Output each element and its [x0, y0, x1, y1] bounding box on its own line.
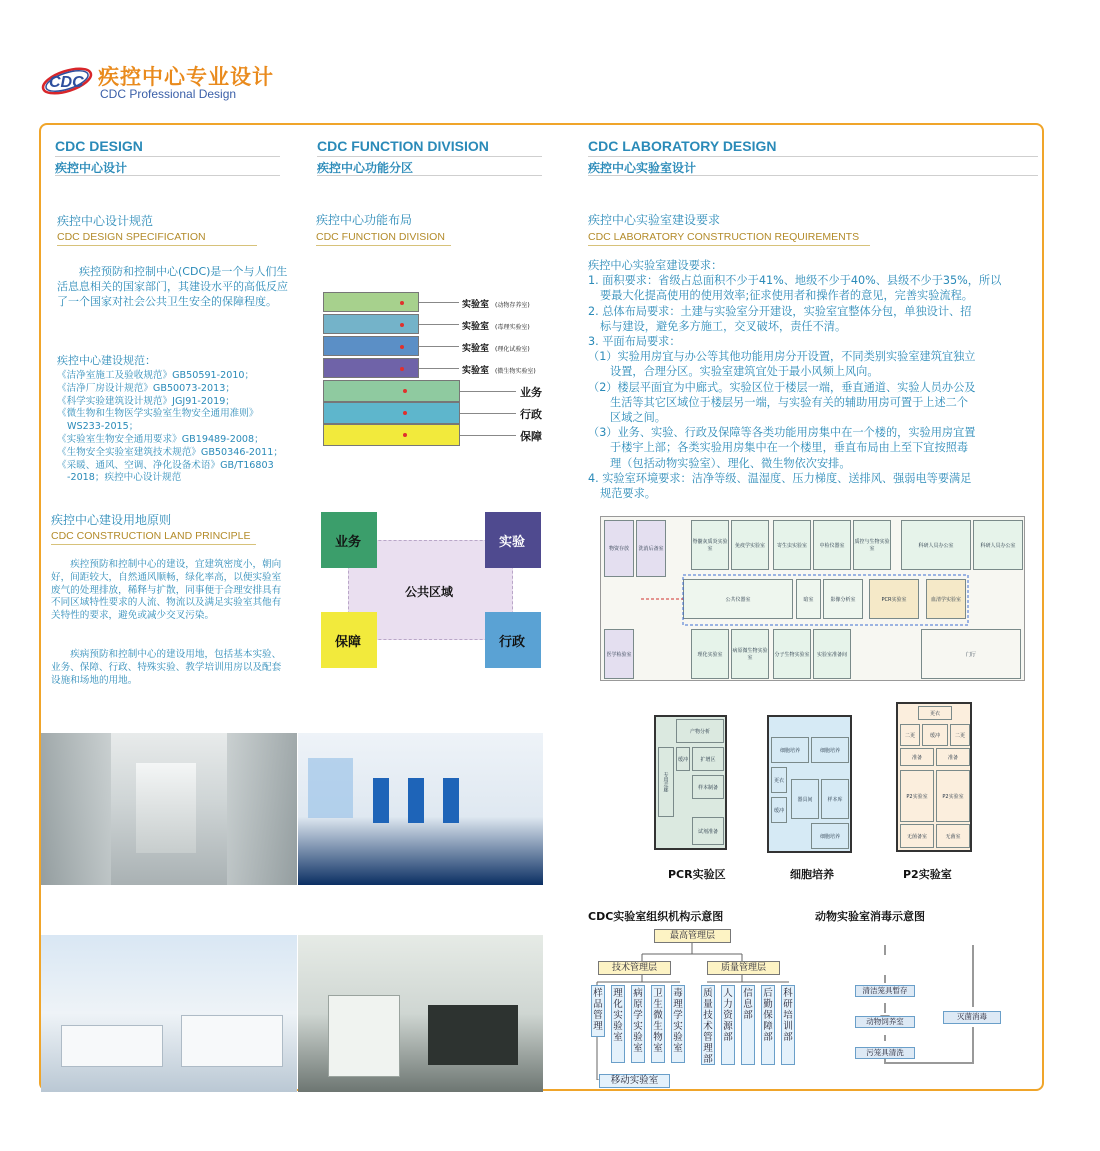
design-spec-rule — [57, 245, 257, 246]
norm-item: 《实验室生物安全通用要求》GB19489-2008； — [57, 433, 264, 445]
norm-item: 《科学实验建筑设计规范》JGJ91-2019； — [57, 395, 235, 407]
land-principle-paragraph-1: 疾控预防和控制中心的建设，宜建筑密度小，朝向好，间距较大，自然通风顺畅，绿化率高，以便实验室废气的处理排放，稀释与扩散，同事便于合理安排具有不同区域特性要求的人流、物流以及满足实验室其他有关特性的要求，避免或减少交叉污染。 — [51, 559, 282, 622]
org-quality-management: 质量管理层 — [707, 961, 780, 975]
fp-room: 门厅 — [921, 629, 1021, 679]
fp-room: 无菌室 — [936, 824, 970, 848]
req-line: （3）业务、实验、行政及保障等各类功能用房集中在一个楼的，实验用房宜置 — [588, 426, 976, 440]
fp-room: 二更 — [950, 724, 970, 746]
land-principle-heading-en: CDC CONSTRUCTION LAND PRINCIPLE — [51, 530, 251, 542]
req-line: 疾控中心实验室建设要求： — [588, 259, 723, 272]
function-bar-toxicology — [323, 314, 419, 334]
fp-room: 器具间 — [791, 779, 819, 819]
fp-room: 物资存放 — [604, 520, 634, 577]
fp-room: 科研人员办公室 — [901, 520, 971, 570]
fp-room: 缓冲 — [771, 797, 787, 823]
fp-room: 样本制备 — [692, 775, 724, 799]
land-principle-rule — [51, 544, 256, 545]
norm-item: 《洁净室施工及验收规范》GB50591-2010； — [57, 370, 255, 381]
function-bar-physchem — [323, 336, 419, 356]
function-label-microbio: 实验室 (微生物实验室) — [462, 366, 536, 376]
zone-business-label: 业务 — [335, 535, 362, 550]
col3-divider — [588, 156, 1038, 157]
fp-room: 准备 — [900, 748, 934, 766]
norms-list — [57, 370, 302, 485]
disinfection-title: 动物实验室消毒示意图 — [815, 910, 925, 923]
exhibition-hall-photo — [298, 733, 543, 885]
col3-divider-2 — [588, 175, 1038, 176]
leader-line — [419, 324, 459, 325]
org-unit: 后勤保障部 — [761, 985, 775, 1065]
col2-divider — [317, 156, 542, 157]
req-line: 设置，合理分区。实验室建筑宜处于最小风频上风向。 — [610, 365, 879, 379]
disinfect-step: 动物饲养室 — [855, 1016, 915, 1028]
design-spec-heading-en: CDC DESIGN SPECIFICATION — [57, 231, 206, 243]
org-unit: 科研培训部 — [781, 985, 795, 1065]
org-unit: 信息部 — [741, 985, 755, 1065]
p2-plan — [896, 702, 972, 852]
function-label-support: 保障 — [520, 430, 542, 443]
org-tech-management: 技术管理层 — [598, 961, 671, 975]
cdc-intro-paragraph: 疾控预防和控制中心(CDC)是一个与人们生活息息相关的国家部门，其建设水平的高低反应了一个国家对社会公共卫生安全的保障程度。 — [57, 265, 288, 308]
design-spec-heading: 疾控中心设计规范 — [57, 214, 154, 228]
zone-support — [321, 612, 377, 668]
col3-title-cn: 疾控中心实验室设计 — [588, 161, 697, 175]
fp-room: 缓冲 — [922, 724, 948, 746]
col2-divider-2 — [317, 175, 542, 176]
function-label-admin: 行政 — [520, 408, 542, 421]
caption-pcr: PCR实验区 — [668, 868, 726, 881]
zone-support-label: 保障 — [335, 635, 362, 650]
function-label-toxicology: 实验室 (毒理实验室) — [462, 322, 530, 332]
zone-lab — [485, 512, 541, 568]
fp-room: 产物分析 — [676, 719, 724, 743]
logo-text: CDC — [49, 74, 84, 91]
land-principle-heading: 疾控中心建设用地原则 — [51, 513, 172, 527]
norm-item: 《微生物和生物医学实验室生物安全通用准则》 — [57, 408, 259, 420]
req-line: 区域之间。 — [610, 411, 666, 425]
col1-divider-2 — [55, 175, 280, 176]
fp-room: 更衣 — [918, 706, 952, 720]
function-layout-heading: 疾控中心功能布局 — [316, 213, 413, 227]
page-subtitle: CDC Professional Design — [100, 87, 237, 101]
fp-room: 缓冲 — [676, 747, 690, 771]
fp-room: 分子生物实验室 — [773, 629, 811, 679]
col2-title-en: CDC FUNCTION DIVISION — [317, 138, 489, 154]
org-unit: 病原学实验室 — [631, 985, 645, 1063]
function-bar-support — [323, 424, 460, 446]
norms-title: 疾控中心建设规范： — [57, 354, 156, 367]
col3-title-en: CDC LABORATORY DESIGN — [588, 138, 777, 154]
fp-room: 科研人员办公室 — [973, 520, 1023, 570]
leader-line — [460, 391, 516, 392]
org-unit: 人力资源部 — [721, 985, 735, 1065]
fp-room: 实验室准备间 — [813, 629, 851, 679]
floor-plan-circulation — [601, 517, 1026, 682]
fp-room: 中检仪器室 — [813, 520, 851, 570]
zone-admin — [485, 612, 541, 668]
req-line: 标与建设，避免多方施工，交叉破坏，责任不清。 — [600, 319, 847, 333]
fp-room: 更衣 — [771, 767, 787, 793]
org-mobile-lab: 移动实验室 — [599, 1074, 670, 1088]
norm-item: WS233-2015； — [67, 421, 139, 433]
fp-room: 专用走廊 — [658, 747, 674, 817]
zone-lab-label: 实验 — [499, 535, 526, 550]
function-label-physchem: 实验室 (理化试验室) — [462, 344, 530, 354]
col1-title-cn: 疾控中心设计 — [55, 161, 128, 175]
fp-room: 无菌备室 — [900, 824, 934, 848]
fp-room: 质控与生物实验室 — [853, 520, 891, 570]
fp-room: 细胞培养 — [811, 823, 849, 849]
leader-line — [460, 435, 516, 436]
function-label-business: 业务 — [520, 386, 542, 399]
floor-plan — [600, 516, 1025, 681]
zone-admin-label: 行政 — [499, 635, 526, 650]
req-line: 要最大化提高使用的使用效率;征求使用者和操作者的意见，完善实验流程。 — [600, 289, 973, 303]
logo-mark — [40, 62, 94, 100]
fp-room: 扩增区 — [692, 747, 724, 771]
req-line: （2）楼层平面宜为中廊式。实验区位于楼层一端，垂直通道、实验人员办公及 — [588, 380, 976, 394]
fp-room: P2实验室 — [936, 770, 970, 822]
fp-room: 影像分析室 — [823, 579, 863, 619]
disinfect-sterilize: 灭菌消毒 — [943, 1011, 1001, 1024]
req-line: 规范要求。 — [600, 487, 656, 501]
leader-line — [419, 368, 459, 369]
req-line: 1. 面积要求：省级占总面积不少于41%、地级不少于40%、县级不少于35%，所以 — [588, 274, 1002, 288]
function-layout-heading-en: CDC FUNCTION DIVISION — [316, 231, 445, 243]
fp-room: 理化实验室 — [691, 629, 729, 679]
lab-bench-photo — [41, 935, 297, 1092]
req-line: 2. 总体布局要求：土建与实验室分开建设，实验室宜整体分包，单独设计、招 — [588, 304, 972, 318]
org-top-management: 最高管理层 — [654, 929, 731, 943]
org-chart-title: CDC实验室组织机构示意图 — [588, 910, 724, 923]
cell-culture-plan — [767, 715, 852, 853]
fp-room: 血清学实验室 — [926, 579, 966, 619]
function-layout-rule — [316, 245, 451, 246]
req-line: 3. 平面布局要求： — [588, 335, 681, 349]
function-bar-admin — [323, 402, 460, 424]
fp-room: 洗消后备室 — [636, 520, 666, 577]
fp-room: 样本库 — [821, 779, 849, 819]
caption-cell-culture: 细胞培养 — [790, 868, 834, 881]
lab-requirements — [588, 258, 1043, 501]
corridor-photo — [41, 733, 297, 885]
org-unit: 毒理学实验室 — [671, 985, 685, 1063]
col1-divider — [55, 156, 280, 157]
public-zone-label: 公共区域 — [405, 585, 454, 599]
fp-room: 寄生虫实验室 — [773, 520, 811, 570]
fp-room: 公共仪器室 — [683, 579, 793, 619]
req-line: （1）实验用房宜与办公等其他功能用房分开设置，不同类别实验室建筑宜独立 — [588, 350, 976, 364]
fp-room: 病原微生物实验室 — [731, 629, 769, 679]
lab-req-rule — [588, 245, 870, 246]
fp-room: 试剂准备 — [692, 817, 724, 845]
fp-room: 脊髓灰质炎实验室 — [691, 520, 729, 570]
land-principle-paragraph-2: 疾病预防和控制中心的建设用地，包括基本实验、业务、保障、行政、特殊实验、教学培训用房以及配套设施和场地的用地。 — [51, 649, 282, 686]
leader-line — [419, 346, 459, 347]
req-line: 理（包括动物实验室）、理化、微生物依次安排。 — [610, 456, 851, 470]
fp-room: 准备 — [936, 748, 970, 766]
pcr-plan — [654, 715, 727, 850]
org-unit: 理化实验室 — [611, 985, 625, 1063]
function-bar-animal — [323, 292, 419, 312]
fp-room: 细胞培养 — [811, 737, 849, 763]
fp-room: 暗室 — [796, 579, 821, 619]
caption-p2: P2实验室 — [903, 868, 952, 881]
fp-room: 医学检验室 — [604, 629, 634, 679]
req-line: 生活等其它区域位于楼层另一端，与实验有关的辅助用房可置于上述二个 — [610, 395, 969, 409]
lab-interior-photo — [298, 935, 543, 1092]
disinfect-step: 污笼具清洗 — [855, 1047, 915, 1059]
norm-item: 《生物安全实验室建筑技术规范》GB50346-2011； — [57, 446, 283, 458]
col1-title-en: CDC DESIGN — [55, 138, 143, 154]
lab-req-heading: 疾控中心实验室建设要求 — [588, 213, 721, 227]
fp-room: P2实验室 — [900, 770, 934, 822]
disinfect-step: 清洁笼具暂存 — [855, 985, 915, 997]
zone-business — [321, 512, 377, 568]
norm-item: -2018；疾控中心设计规范 — [67, 472, 182, 484]
function-bar-business — [323, 380, 460, 402]
leader-line — [419, 302, 459, 303]
norm-item: 《采暖、通风、空调、净化设备术语》GB/T16803 — [57, 459, 274, 471]
col2-title-cn: 疾控中心功能分区 — [317, 161, 414, 175]
fp-room: 免疫学实验室 — [731, 520, 769, 570]
page-title: 疾控中心专业设计 — [98, 65, 274, 89]
req-line: 4. 实验室环境要求：洁净等级、温湿度、压力梯度、送排风、强弱电等要满足 — [588, 471, 972, 485]
function-label-animal: 实验室 (动物存养室) — [462, 300, 530, 310]
fp-room: 二更 — [900, 724, 920, 746]
norm-item: 《洁净厂房设计规范》GB50073-2013； — [57, 382, 235, 394]
fp-room: 细胞培养 — [771, 737, 809, 763]
lab-req-heading-en: CDC LABORATORY CONSTRUCTION REQUIREMENTS — [588, 231, 860, 243]
function-bar-microbio — [323, 358, 419, 378]
fp-room: PCR实验室 — [869, 579, 919, 619]
req-line: 于楼宇上部；各类实验用房集中在一个楼里，垂直布局由上至下宜按照毒 — [610, 441, 969, 455]
org-unit: 卫生微生物室 — [651, 985, 665, 1063]
org-unit: 质量技术管理部 — [701, 985, 715, 1065]
org-unit: 样品管理 — [591, 985, 605, 1037]
leader-line — [460, 413, 516, 414]
